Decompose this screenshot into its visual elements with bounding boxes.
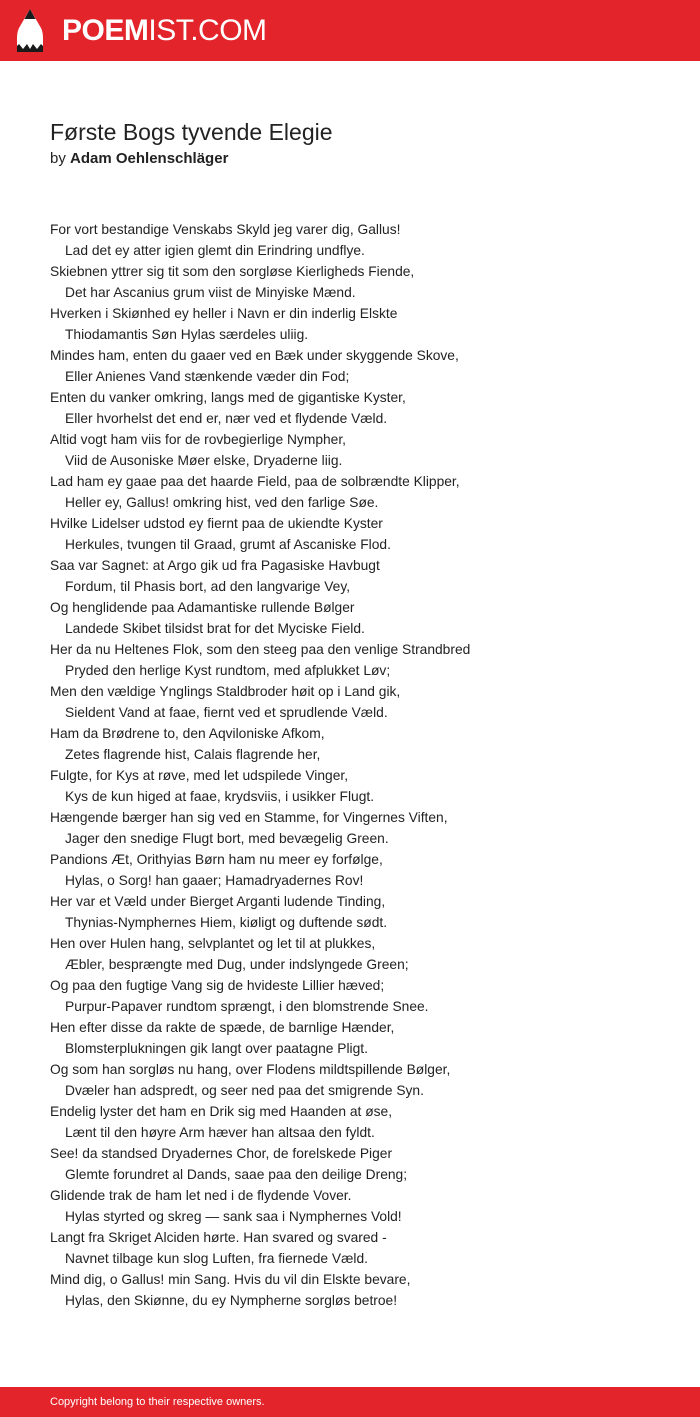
poem-line: Blomsterplukningen gik langt over paatagne Pligt. bbox=[65, 1041, 368, 1056]
poem-line: Men den vældige Ynglings Staldbroder høit op i Land gik, bbox=[50, 684, 401, 699]
poem-line: See! da standsed Dryadernes Chor, de forelskede Piger bbox=[50, 1146, 393, 1161]
poem-line: Hvilke Lidelser udstod ey fiernt paa de ukiendte Kyster bbox=[50, 516, 383, 531]
poem-line: Lad ham ey gaae paa det haarde Field, paa de solbrændte Klipper, bbox=[50, 474, 460, 489]
byline-prefix: by bbox=[50, 150, 66, 167]
poem-line: Herkules, tvungen til Graad, grumt af Ascaniske Flod. bbox=[65, 537, 391, 552]
poem-line: Landede Skibet tilsidst brat for det Myciske Field. bbox=[65, 621, 365, 636]
poem-line: Hylas, den Skiønne, du ey Nympherne sorgløs betroe! bbox=[65, 1293, 398, 1308]
poem-line: Hen efter disse da rakte de spæde, de barnlige Hænder, bbox=[50, 1020, 395, 1035]
poem-line: Pandions Æt, Orithyias Børn ham nu meer ey forfølge, bbox=[50, 852, 383, 867]
poem-line: Eller Anienes Vand stænkende væder din Fod; bbox=[65, 369, 350, 384]
poem-line: Her da nu Heltenes Flok, som den steeg paa den venlige Strandbred bbox=[50, 642, 471, 657]
poem-line: Skiebnen yttrer sig tit som den sorgløse Kierligheds Fiende, bbox=[50, 264, 415, 279]
poem-line: Dvæler han adspredt, og seer ned paa det smigrende Syn. bbox=[65, 1083, 424, 1098]
poem-line: Fordum, til Phasis bort, ad den langvarige Vey, bbox=[65, 579, 351, 594]
logo-bold-text: POEM bbox=[62, 14, 149, 47]
site-footer bbox=[0, 1387, 700, 1417]
poem-line: Langt fra Skriget Alciden hørte. Han svared og svared - bbox=[50, 1230, 387, 1245]
poem-line: Hylas styrted og skreg — sank saa i Nymphernes Vold! bbox=[65, 1209, 402, 1224]
poem-line: Æbler, besprængte med Dug, under indslyngede Green; bbox=[65, 957, 409, 972]
poem-line: Lad det ey atter igien glemt din Erindring undflye. bbox=[65, 243, 365, 258]
site-header bbox=[0, 0, 700, 61]
poem-line: Ham da Brødrene to, den Aqviloniske Afkom, bbox=[50, 726, 325, 741]
poem-line: Mind dig, o Gallus! min Sang. Hvis du vil din Elskte bevare, bbox=[50, 1272, 411, 1287]
poem-line: Glemte forundret al Dands, saae paa den deilige Dreng; bbox=[65, 1167, 408, 1182]
poem-body bbox=[50, 219, 670, 1311]
poem-line: Og henglidende paa Adamantiske rullende Bølger bbox=[50, 600, 355, 615]
poem-line: Hængende bærger han sig ved en Stamme, for Vingernes Viften, bbox=[50, 810, 448, 825]
pencil-logo-icon[interactable] bbox=[16, 8, 44, 53]
poem-line: Hen over Hulen hang, selvplantet og let til at plukkes, bbox=[50, 936, 376, 951]
poem-line: Navnet tilbage kun slog Luften, fra fiernede Væld. bbox=[65, 1251, 368, 1266]
poem-line: Zetes flagrende hist, Calais flagrende her, bbox=[65, 747, 321, 762]
poem-line: Saa var Sagnet: at Argo gik ud fra Pagasiske Havbugt bbox=[50, 558, 380, 573]
poem-line: Hverken i Skiønhed ey heller i Navn er din inderlig Elskte bbox=[50, 306, 398, 321]
poem-line: Thiodamantis Søn Hylas særdeles uliig. bbox=[65, 327, 309, 342]
poem-line: Jager den snedige Flugt bort, med bevægelig Green. bbox=[65, 831, 389, 846]
poem-line: Eller hvorhelst det end er, nær ved et flydende Væld. bbox=[65, 411, 388, 426]
poem-line: Og som han sorgløs nu hang, over Flodens mildtspillende Bølger, bbox=[50, 1062, 451, 1077]
poem-line: For vort bestandige Venskabs Skyld jeg varer dig, Gallus! bbox=[50, 222, 401, 237]
poem-line: Fulgte, for Kys at røve, med let udspilede Vinger, bbox=[50, 768, 349, 783]
poem-line: Heller ey, Gallus! omkring hist, ved den farlige Søe. bbox=[65, 495, 379, 510]
copyright-notice: Copyright belong to their respective owners. bbox=[50, 1396, 265, 1408]
author-name[interactable]: Adam Oehlenschläger bbox=[70, 150, 229, 167]
poem-line: Endelig lyster det ham en Drik sig med Haanden at øse, bbox=[50, 1104, 393, 1119]
logo-thin-text: IST.COM bbox=[148, 14, 267, 47]
poem-line: Altid vogt ham viis for de rovbegierlige Nympher, bbox=[50, 432, 346, 447]
poem-title: Første Bogs tyvende Elegie bbox=[50, 119, 333, 145]
poem-line: Thynias-Nymphernes Hiem, kiøligt og duftende sødt. bbox=[65, 915, 388, 930]
poem-line: Og paa den fugtige Vang sig de hvideste Lillier hæved; bbox=[50, 978, 385, 993]
poem-line: Viid de Ausoniske Møer elske, Dryaderne liig. bbox=[65, 453, 343, 468]
poem-line: Enten du vanker omkring, langs med de gigantiske Kyster, bbox=[50, 390, 406, 405]
poem-line: Purpur-Papaver rundtom sprængt, i den blomstrende Snee. bbox=[65, 999, 429, 1014]
poem-line: Glidende trak de ham let ned i de flydende Vover. bbox=[50, 1188, 352, 1203]
poem-byline bbox=[50, 149, 228, 169]
poem-line: Hylas, o Sorg! han gaaer; Hamadryadernes Rov! bbox=[65, 873, 364, 888]
poem-line: Her var et Væld under Bierget Arganti ludende Tinding, bbox=[50, 894, 386, 909]
poem-line: Pryded den herlige Kyst rundtom, med afplukket Løv; bbox=[65, 663, 391, 678]
site-logo[interactable] bbox=[62, 13, 267, 49]
poem-line: Det har Ascanius grum viist de Minyiske Mænd. bbox=[65, 285, 356, 300]
poem-line: Sieldent Vand at faae, fiernt ved et sprudlende Væld. bbox=[65, 705, 388, 720]
poem-line: Lænt til den høyre Arm hæver han altsaa den fyldt. bbox=[65, 1125, 375, 1140]
poem-line: Mindes ham, enten du gaaer ved en Bæk under skyggende Skove, bbox=[50, 348, 459, 363]
poem-line: Kys de kun higed at faae, krydsviis, i usikker Flugt. bbox=[65, 789, 375, 804]
